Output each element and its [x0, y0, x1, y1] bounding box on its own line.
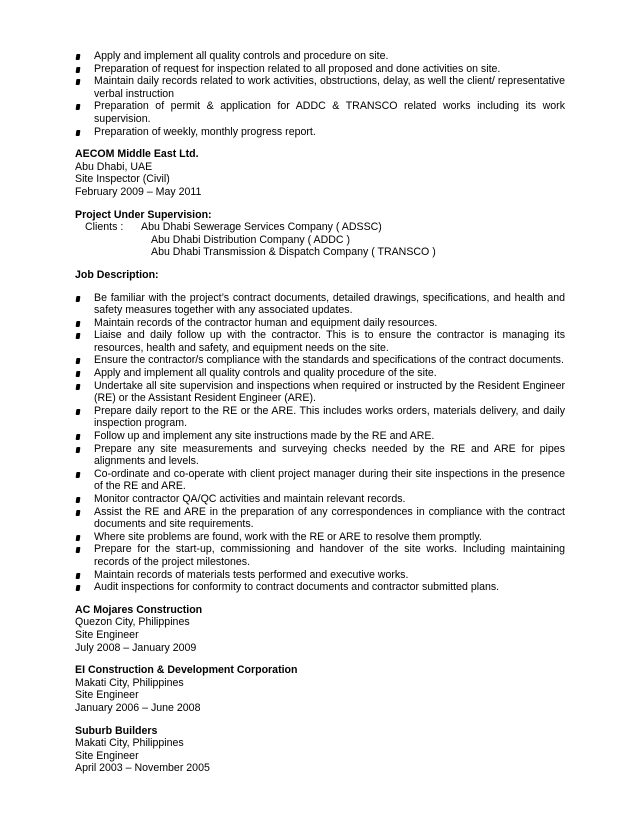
company-name: Suburb Builders: [75, 724, 158, 737]
ei-section: [75, 664, 565, 714]
list-item: Preparation of request for inspection related to all proposed and done activities on site.: [75, 63, 565, 76]
list-item: Assist the RE and ARE in the preparation of any correspondences in compliance with the contract documents and site requirements.: [75, 506, 565, 531]
employment-dates: January 2006 – June 2008: [75, 701, 201, 714]
bullet-icon: [76, 130, 81, 136]
list-item: Apply and implement all quality controls and quality procedure of the site.: [75, 367, 565, 380]
client-item: Abu Dhabi Sewerage Services Company ( ADSSC): [141, 221, 382, 234]
list-item: Maintain records of materials tests performed and executive works.: [75, 569, 565, 582]
bullet-icon: [76, 54, 81, 60]
list-item: Prepare for the start-up, commissioning and handover of the site works. Including maintaining records of the project milestones.: [75, 543, 565, 568]
job-position: Site Engineer: [75, 689, 139, 702]
company-location: Quezon City, Philippines: [75, 616, 190, 629]
list-item: Preparation of weekly, monthly progress report.: [75, 126, 565, 139]
intro-bullet-list: [75, 50, 565, 138]
job-position: Site Engineer: [75, 749, 139, 762]
company-location: Abu Dhabi, UAE: [75, 160, 153, 173]
job-position: Site Inspector (Civil): [75, 173, 170, 186]
clients-label: Clients :: [85, 221, 124, 234]
resume-page: [75, 50, 565, 775]
bullet-icon: [76, 585, 81, 591]
list-item: Be familiar with the project’s contract documents, detailed drawings, specifications, and health and safety measures together with any associated updates.: [75, 292, 565, 317]
bullet-icon: [76, 409, 81, 415]
list-item: Maintain records of the contractor human and equipment daily resources.: [75, 317, 565, 330]
list-item: Apply and implement all quality controls and procedure on site.: [75, 50, 565, 63]
suburb-section: [75, 725, 565, 775]
project-section: [75, 209, 565, 259]
bullet-icon: [76, 573, 81, 579]
bullet-icon: [76, 510, 81, 516]
client-item: Abu Dhabi Distribution Company ( ADDC ): [151, 233, 351, 246]
bullet-icon: [76, 384, 81, 390]
job-bullet-list: [75, 292, 565, 594]
employment-dates: February 2009 – May 2011: [75, 185, 202, 198]
list-item: Monitor contractor QA/QC activities and maintain relevant records.: [75, 493, 565, 506]
bullet-icon: [76, 434, 81, 440]
bullet-icon: [76, 333, 81, 339]
company-location: Makati City, Philippines: [75, 676, 184, 689]
project-heading: Project Under Supervision:: [75, 208, 212, 221]
bullet-icon: [76, 535, 81, 541]
bullet-icon: [76, 79, 81, 85]
bullet-icon: [76, 547, 81, 553]
client-item: Abu Dhabi Transmission & Dispatch Company ( TRANSCO ): [151, 246, 436, 259]
bullet-icon: [76, 447, 81, 453]
employment-dates: April 2003 – November 2005: [75, 762, 210, 775]
list-item: Undertake all site supervision and inspections when required or instructed by the Resident Engineer (RE) or the Assistant Resident Engineer (ARE).: [75, 380, 565, 405]
list-item: Co-ordinate and co-operate with client project manager during their site inspections in the presence of the RE and ARE.: [75, 468, 565, 493]
list-item: Follow up and implement any site instructions made by the RE and ARE.: [75, 430, 565, 443]
bullet-icon: [76, 67, 81, 73]
list-item: Prepare any site measurements and surveying checks needed by the RE and ARE for pipes alignments and levels.: [75, 443, 565, 468]
bullet-icon: [76, 358, 81, 364]
clients-block: [75, 221, 565, 259]
job-description-heading: Job Description:: [75, 268, 159, 281]
bullet-icon: [76, 472, 81, 478]
job-position: Site Engineer: [75, 628, 139, 641]
company-location: Makati City, Philippines: [75, 737, 184, 750]
list-item: Maintain daily records related to work activities, obstructions, delay, as well the client/ representative verbal instruction: [75, 75, 565, 100]
employment-dates: July 2008 – January 2009: [75, 641, 197, 654]
list-item: Preparation of permit & application for ADDC & TRANSCO related works including its work supervision.: [75, 100, 565, 125]
list-item: Prepare daily report to the RE or the ARE. This includes works orders, materials delivery, and daily inspection program.: [75, 405, 565, 430]
bullet-icon: [76, 497, 81, 503]
bullet-icon: [76, 104, 81, 110]
company-name: EI Construction & Development Corporation: [75, 664, 298, 677]
bullet-icon: [76, 371, 81, 377]
mojares-section: [75, 604, 565, 654]
bullet-icon: [76, 321, 81, 327]
list-item: Where site problems are found, work with the RE or ARE to resolve them promptly.: [75, 531, 565, 544]
list-item: Liaise and daily follow up with the contractor. This is to ensure the contractor is managing its resources, health and safety, and equipment needs on the site.: [75, 329, 565, 354]
list-item: Audit inspections for conformity to contract documents and contractor submitted plans.: [75, 581, 565, 594]
bullet-icon: [76, 296, 81, 302]
company-name: AECOM Middle East Ltd.: [75, 148, 199, 161]
aecom-section: [75, 148, 565, 198]
company-name: AC Mojares Construction: [75, 603, 203, 616]
list-item: Ensure the contractor/s compliance with the standards and specifications of the contract documents.: [75, 354, 565, 367]
